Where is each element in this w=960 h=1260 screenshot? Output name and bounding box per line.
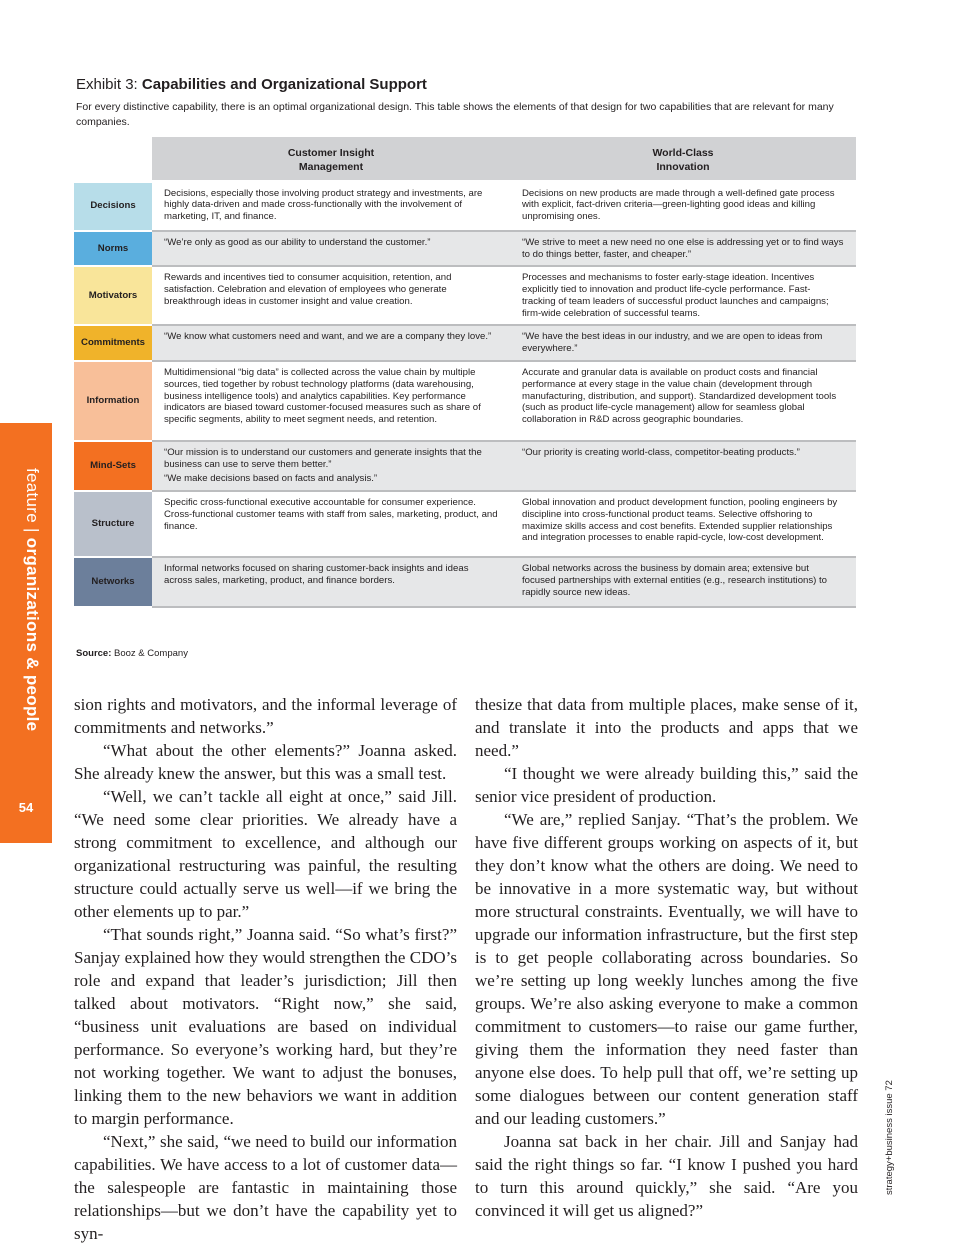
column-header [510,137,856,181]
table-row [74,361,856,441]
cell-text: “Our mission is to understand our customers and generate insights that the business can use to serve them better.” [164,447,482,470]
row-label: Norms [74,231,152,266]
table-cell [510,557,856,607]
row-label: Motivators [74,266,152,325]
body-column-right [475,693,858,1222]
cell-text: Accurate and granular data is available on product costs and financial performance at every stage in the value chain (development through manufacturing, distribution, and support). Standardized development tools (such as product life-cycle management) allow for seamless global collaboration in R&D across geographic boundaries. [522,367,837,426]
table-cell [510,441,856,491]
table-row [74,181,856,231]
issue-footer: strategy+business issue 72 [884,1080,895,1195]
exhibit-subtitle: For every distinctive capability, there is an optimal organizational design. This table shows the elements of that design for two capabilities that are relevant for many companies. [76,101,834,128]
exhibit-source [76,648,188,659]
body-column-left [74,693,457,1245]
table-corner [74,137,152,181]
table-row [74,231,856,266]
cell-text: Rewards and incentives tied to consumer acquisition, retention, and satisfaction. Celebration and elevation of employees who generate breakthrough ideas in customer insight and value creation. [164,272,452,307]
exhibit-heading: Capabilities and Organizational Support [141,76,427,93]
cell-text: “We strive to meet a new need no one else is addressing yet or to find ways to do things better, faster, and cheaper.” [522,237,844,260]
column-header [152,137,510,181]
table-cell [152,361,510,441]
paragraph: “We are,” replied Sanjay. “That’s the problem. We have five different groups working on aspects of it, but they don’t know what the others are doing. We need to be innovative in a more systematic way, but without more structural constraints. Eventually, we will have to upgrade our information infrastructure, but the first step is to get people collaborating across boundaries. So we’re setting up long weekly lunches among the five groups. We’re also asking everyone to make a common commitment to customers—to raise our game further, giving them the information they need faster than anyone else does. To help pull that off, we’re setting up some dialogues between our content generation staff and our leading customers.” [475,810,858,1128]
table-cell [510,325,856,361]
exhibit-table [74,137,856,608]
paragraph: sion rights and motivators, and the informal leverage of commitments and networks.” [74,695,457,737]
section-label [12,468,42,732]
table-row [74,491,856,557]
cell-text: Decisions, especially those involving product strategy and investments, are highly data-driven and made cross-functionally with the involvement of marketing, IT, and finance. [164,187,483,222]
table-cell [152,231,510,266]
exhibit-title [76,76,427,93]
column-header-text: World-Class Innovation [652,146,714,173]
row-label: Mind-Sets [74,441,152,491]
table-cell [152,266,510,325]
cell-text: “Our priority is creating world-class, competitor-beating products.” [522,447,800,459]
section-separator: | [23,523,42,538]
cell-text: Global networks across the business by domain area; extensive but focused partnerships with external entities (e.g., research institutions) to rapidly source new ideas. [522,563,828,598]
paragraph: thesize that data from multiple places, make sense of it, and translate it into the products and apps that we need.” [475,695,858,760]
table-cell [152,557,510,607]
cell-text: “We’re only as good as our ability to understand the customer.” [164,237,431,248]
paragraph: Joanna sat back in her chair. Jill and Sanjay had said the right things so far. “I know I pushed you hard to turn this around quickly,” she said. “Are you convinced it will get us aligned?” [475,1132,858,1220]
table-row [74,557,856,607]
source-text: Booz & Company [111,648,188,659]
paragraph: “I thought we were already building this,” said the senior vice president of production. [475,764,858,806]
row-label: Networks [74,557,152,607]
paragraph: “Next,” she said, “we need to build our information capabilities. We have access to a lot of customer data—the salespeople are fantastic in maintaining those relationships—but we don’t have the capability yet to syn- [74,1132,457,1243]
cell-text: Informal networks focused on sharing customer-back insights and ideas across sales, marketing, product, and finance borders. [164,563,469,586]
table-cell [152,325,510,361]
paragraph: “What about the other elements?” Joanna asked. She already knew the answer, but this was a small test. [74,741,457,783]
cell-text: Multidimensional “big data” is collected across the value chain by multiple sources, tied together by robust technology platforms (data warehousing, business intelligence tools) and analytics capabilities. Key performance indicators are biased toward customer-focused measures such as share of specific segments, ability to meet segment needs, and retention. [164,367,481,426]
cell-text: Global innovation and product development function, pooling engineers by discipline into cross-functional product teams. Selective offshoring to maximize skills access and cost benefits. Extended supplier relationships and integration processes to enable rapid-cycle, low-cost development. [522,497,838,544]
row-label: Decisions [74,181,152,231]
cell-text: “We have the best ideas in our industry, and we are open to ideas from everywhere.” [522,331,823,354]
source-label: Source: [76,648,112,659]
table-cell [510,266,856,325]
table-cell [510,181,856,231]
table-row [74,325,856,361]
section-topic: organizations & people [23,537,42,732]
table-cell [510,361,856,441]
table-cell [152,491,510,557]
table-cell [510,231,856,266]
page-number: 54 [18,800,34,815]
cell-text: Processes and mechanisms to foster early-stage ideation. Incentives explicitly tied to innovation and product life-cycle performance. Fast-tracking of team leaders of successful product launches and campaigns; firm-wide celebration of successful teams. [522,272,829,319]
cell-text: “We make decisions based on facts and analysis.” [164,472,378,484]
paragraph: “That sounds right,” Joanna said. “So what’s first?” Sanjay explained how they would strengthen the CDO’s role and expand that leader’s jurisdiction; Jill then talked about motivators. “Right now,” she said, “business unit evaluations are based on individual performance. So everyone’s working hard, but they’re not working together. We want to adjust the bonuses, linking them to the new behaviors we want in addition to margin performance. [74,925,457,1128]
row-label: Information [74,361,152,441]
column-header-text: Customer Insight Management [287,146,375,173]
table-cell [152,181,510,231]
table-row [74,266,856,325]
cell-text: Specific cross-functional executive accountable for consumer experience. Cross-functional customer teams with staff from sales, marketing, product, and finance. [164,497,498,532]
cell-text: “We know what customers need and want, and we are a company they love.” [164,331,492,343]
table-row [74,441,856,491]
table-cell [152,441,510,491]
row-label: Structure [74,491,152,557]
exhibit-label: Exhibit 3: [76,76,142,93]
table-cell [510,491,856,557]
cell-text: Decisions on new products are made through a well-defined gate process with explicit, fact-driven criteria—green-lighting good ideas and killing unpromising ones. [522,187,835,222]
table-header-row [74,137,856,181]
section-name: feature [23,468,42,524]
row-label: Commitments [74,325,152,361]
paragraph: “Well, we can’t tackle all eight at once,” said Jill. “We need some clear priorities. We already have a strong commitment to excellence, and although our organizational restructuring was painful, the resulting structure could actually serve us well—if we bring the other elements up to par.” [74,787,457,921]
